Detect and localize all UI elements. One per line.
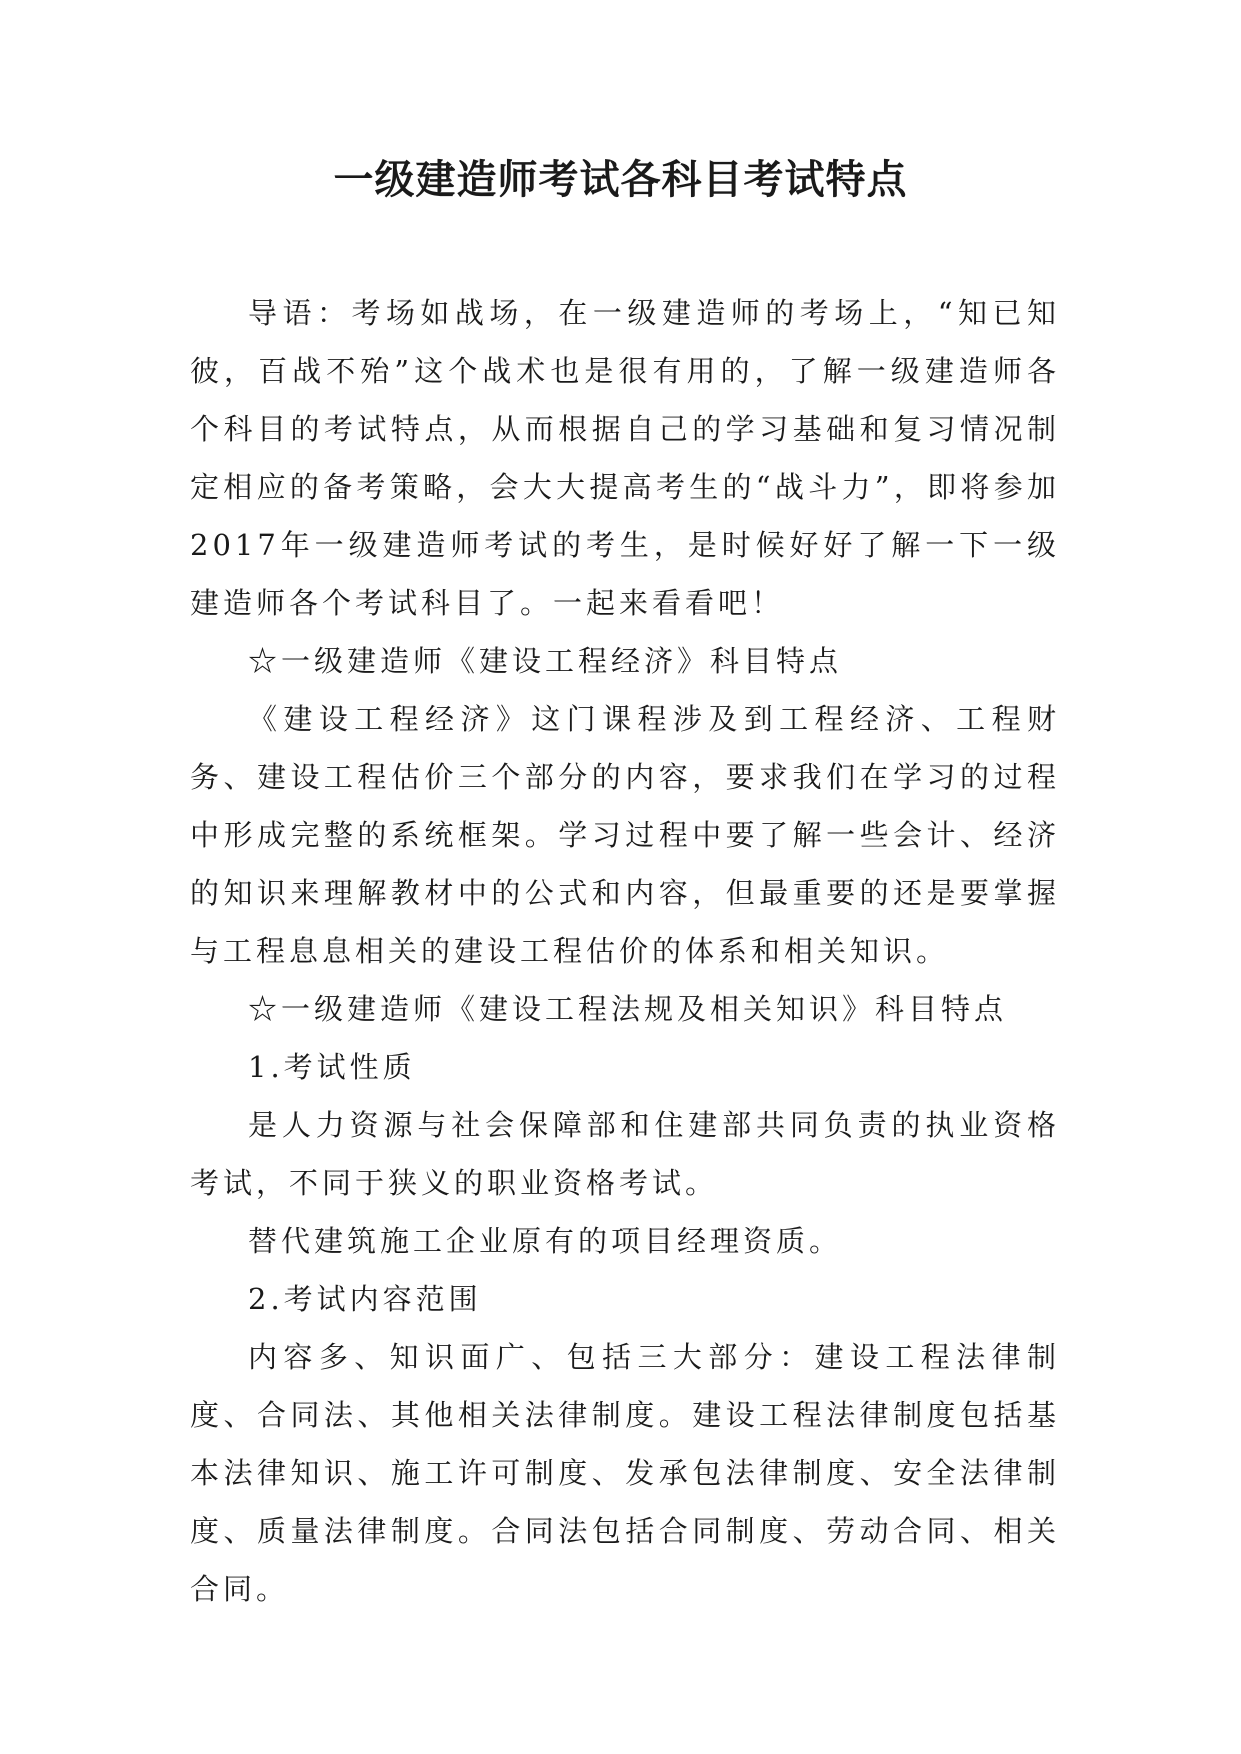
document-body [190,284,1060,1618]
paragraph-qualification: 替代建筑施工企业原有的项目经理资质。 [248,1224,843,1258]
subheading-exam-nature: 1.考试性质 [248,1050,416,1084]
paragraph-economics: 《建设工程经济》这门课程涉及到工程经济、工程财务、建设工程估价三个部分的内容，要求我们在学习的过程中形成完整的系统框架。学习过程中要了解一些会计、经济的知识来理解教材中的公式和内容，但最重要的还是要掌握与工程息息相关的建设工程估价的体系和相关知识。 [190,702,1060,968]
paragraph-exam-nature: 是人力资源与社会保障部和住建部共同负责的执业资格考试，不同于狭义的职业资格考试。 [190,1108,1060,1200]
paragraph-intro: 导语：考场如战场，在一级建造师的考场上，“知已知彼，百战不殆”这个战术也是很有用的，了解一级建造师各个科目的考试特点，从而根据自己的学习基础和复习情况制定相应的备考策略，会大大提高考生的“战斗力”，即将参加2017年一级建造师考试的考生，是时候好好了解一下一级建造师各个考试科目了。一起来看看吧！ [190,296,1060,620]
document-title: 一级建造师考试各科目考试特点 [333,157,908,203]
subheading-exam-scope: 2.考试内容范围 [248,1282,482,1316]
section-heading-economics: ☆一级建造师《建设工程经济》科目特点 [248,644,843,678]
paragraph-exam-scope: 内容多、知识面广、包括三大部分：建设工程法律制度、合同法、其他相关法律制度。建设工程法律制度包括基本法律知识、施工许可制度、发承包法律制度、安全法律制度、质量法律制度。合同法包括合同制度、劳动合同、相关合同。 [190,1340,1060,1606]
section-heading-law: ☆一级建造师《建设工程法规及相关知识》科目特点 [248,992,1008,1026]
